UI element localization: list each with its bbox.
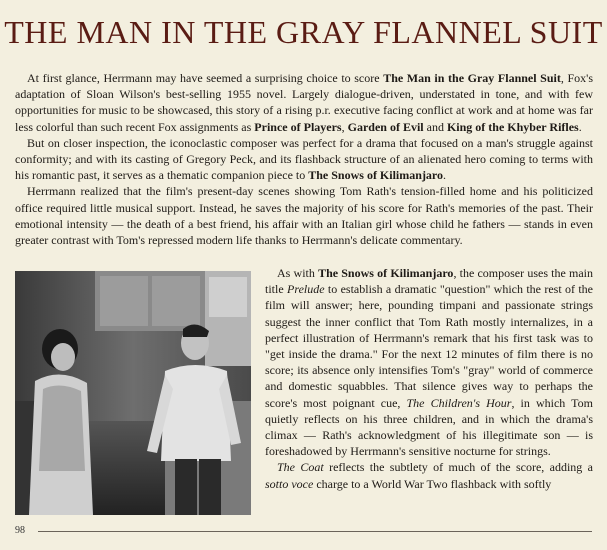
paragraph-3: Herrmann realized that the film's present-day scenes showing Tom Rath's tension-filled home and his politicized office required little musical support. Instead, he saves the majority of his score for Rath's memories of the past. Their emotional intensity — the death of a best friend, his affair with an Italian girl whose child he fathers — stands in even greater contrast with Tom's repressed modern life thanks to Herrmann's delicate commentary. [15,184,593,248]
footer-rule [38,531,592,532]
intro-text [15,70,593,248]
right-column-text [265,265,593,492]
paragraph-4: As with The Snows of Kilimanjaro, the composer uses the main title Prelude to establish a dramatic "question" which the rest of the film will answer; here, pounding timpani and passionate strings suggest the inner conflict that Tom Rath mostly internalizes, in a perfect illustration of Herrmann's remark that his first task was to "get inside the drama." For the next 12 minutes of film there is no score; its absence only intensifies Tom's "gray" world of commerce and domestic squabbles. That silence gives way to perhaps the score's most poignant cue, The Children's Hour, in which Tom quietly reflects on his three children, and in which the drama's climax — Rath's acknowledgment of his illegitimate son — is foreshadowed by Herrmann's sensitive nocturne for strings. [265,266,594,459]
film-still-photo [15,271,251,515]
paragraph-1: At first glance, Herrmann may have seemed a surprising choice to score The Man in the Gray Flannel Suit, Fox's adaptation of Sloan Wilson's best-selling 1955 novel. Largely dialogue-driven, understated in tone, and with few opportunities for music to be showcased, this story of a rising p.r. executive facing conflict at work and at home was far less colorful than such recent Fox assignments as Prince of Players, Garden of Evil and King of the Khyber Rifles. [15,71,593,134]
page-title: THE MAN IN THE GRAY FLANNEL SUIT [4,14,603,50]
paragraph-5: The Coat reflects the subtlety of much of the score, adding a sotto voce charge to a World War Two flashback with softly [265,460,593,491]
page-number: 98 [15,525,25,536]
paragraph-2: But on closer inspection, the iconoclastic composer was perfect for a drama that focused on a man's struggle against conformity; and with its casting of Gregory Peck, and its flashback structure of an alienated hero coming to terms with his romantic past, it serves as a thematic companion piece to The Snows of Kilimanjaro. [15,135,593,183]
